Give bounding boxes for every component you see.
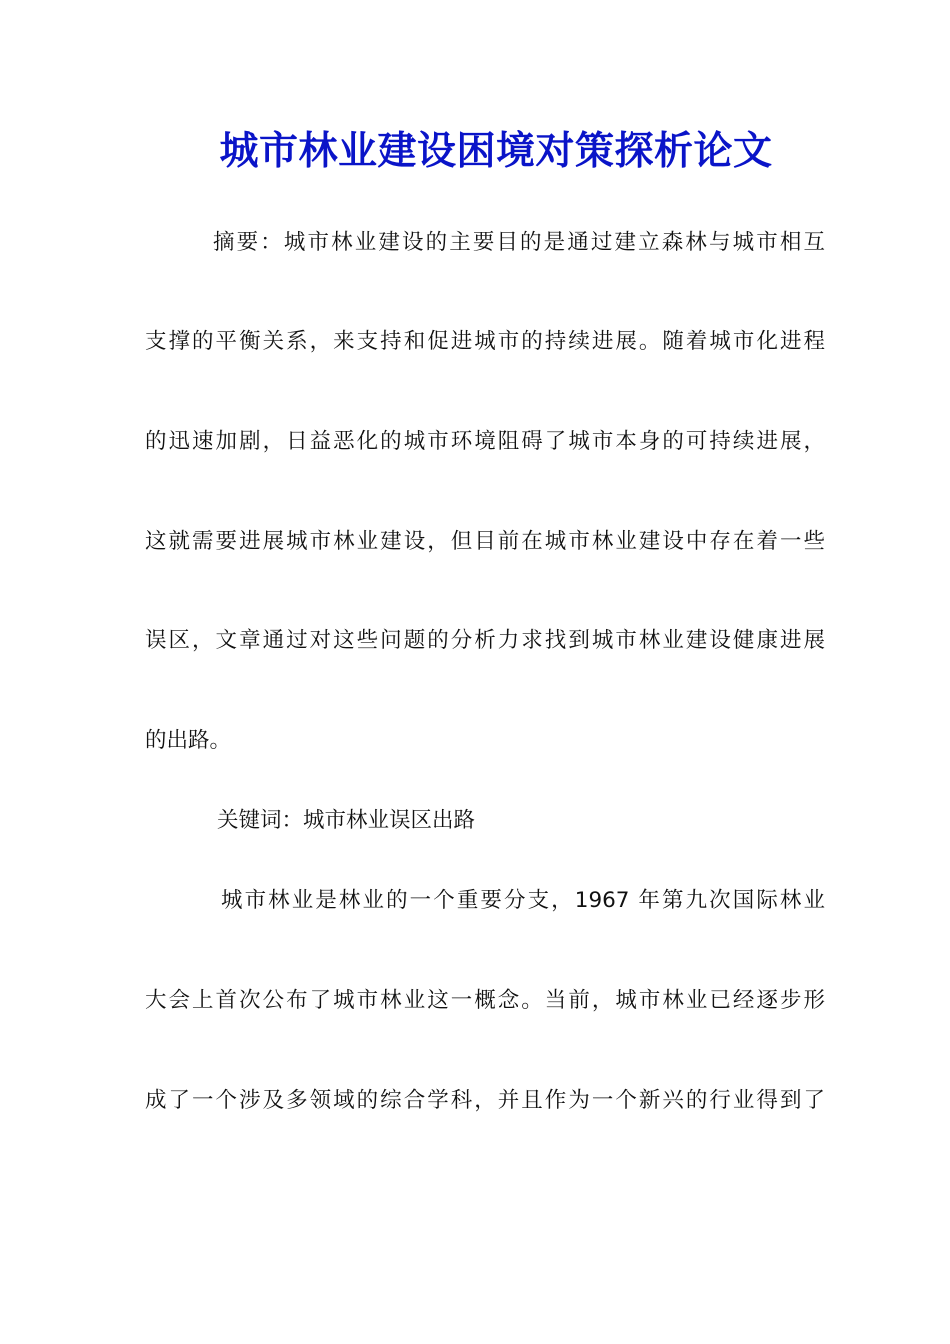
- body-line-3: 成了一个涉及多领域的综合学科，并且作为一个新兴的行业得到了: [145, 1088, 825, 1113]
- abstract-line-5: 误区，文章通过对这些问题的分析力求找到城市林业建设健康进展: [145, 628, 825, 653]
- abstract-line-1: 摘要：城市林业建设的主要目的是通过建立森林与城市相互: [213, 230, 825, 255]
- keywords-line: 关键词：城市林业误区出路: [217, 808, 476, 833]
- body-line-1: 城市林业是林业的一个重要分支，1967 年第九次国际林业: [221, 888, 825, 913]
- abstract-line-4: 这就需要进展城市林业建设，但目前在城市林业建设中存在着一些: [145, 529, 825, 554]
- abstract-line-2: 支撑的平衡关系，来支持和促进城市的持续进展。随着城市化进程: [145, 329, 825, 354]
- body-line-2: 大会上首次公布了城市林业这一概念。当前，城市林业已经逐步形: [145, 988, 825, 1013]
- abstract-line-6: 的出路。: [145, 728, 232, 753]
- abstract-line-3: 的迅速加剧，日益恶化的城市环境阻碍了城市本身的可持续进展，: [145, 429, 825, 454]
- document-title: 城市林业建设困境对策探析论文: [219, 128, 773, 174]
